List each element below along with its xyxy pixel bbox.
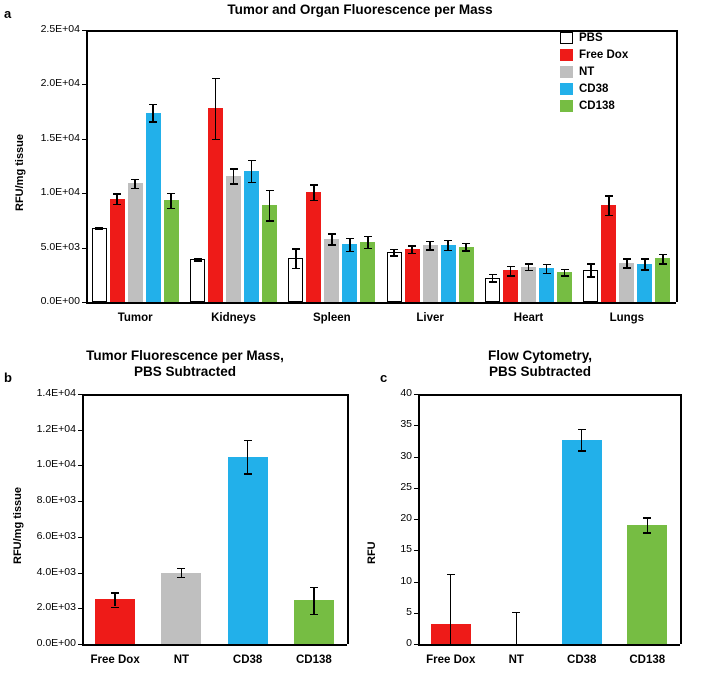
error-bar-cap xyxy=(447,574,455,575)
bar xyxy=(360,242,375,302)
error-bar-cap xyxy=(113,193,121,194)
y-axis xyxy=(418,394,420,644)
error-bar-cap xyxy=(643,517,651,518)
bar xyxy=(619,263,634,302)
y-tick-label: 5.0E+03 xyxy=(40,240,80,253)
panel-a-title: Tumor and Organ Fluorescence per Mass xyxy=(227,2,493,17)
x-tick-label: Free Dox xyxy=(426,654,476,666)
legend-item xyxy=(560,32,628,44)
legend-label: CD38 xyxy=(579,83,609,95)
y-tick-mark xyxy=(78,644,82,645)
y-tick-label: 15 xyxy=(400,543,412,556)
axis-right-spine xyxy=(680,394,682,644)
legend-swatch xyxy=(560,66,573,78)
y-axis-label: RFU/mg tissue xyxy=(14,133,26,211)
y-tick-label: 30 xyxy=(400,449,412,462)
y-tick-label: 25 xyxy=(400,480,412,493)
error-bar-cap xyxy=(364,236,372,237)
error-bar-cap xyxy=(561,269,569,270)
y-tick-mark xyxy=(414,550,418,551)
y-tick-mark xyxy=(414,644,418,645)
error-bar-cap xyxy=(266,190,274,191)
y-tick-mark xyxy=(82,302,86,303)
x-axis xyxy=(418,644,680,646)
x-tick-label: NT xyxy=(173,654,190,666)
error-bar-cap xyxy=(525,270,533,271)
error-bar-cap xyxy=(177,577,185,578)
panel-c-title-line1: Flow Cytometry, xyxy=(487,348,592,363)
axis-right-spine xyxy=(347,394,349,644)
y-tick-mark xyxy=(78,537,82,538)
bar xyxy=(441,245,456,302)
panel-a-chart xyxy=(0,18,708,328)
bar xyxy=(164,200,179,302)
panel-b-letter: b xyxy=(4,370,12,385)
y-tick-label: 1.2E+04 xyxy=(36,422,76,435)
y-tick-mark xyxy=(78,573,82,574)
y-tick-mark xyxy=(82,139,86,140)
y-tick-label: 0.0E+00 xyxy=(36,637,76,649)
error-bar xyxy=(447,240,448,250)
y-tick-mark xyxy=(414,613,418,614)
error-bar-cap xyxy=(426,249,434,250)
y-tick-label: 40 xyxy=(400,387,412,399)
y-tick-mark xyxy=(82,248,86,249)
y-tick-mark xyxy=(78,608,82,609)
error-bar-cap xyxy=(489,281,497,282)
error-bar xyxy=(581,429,582,450)
error-bar-cap xyxy=(292,268,300,269)
bar xyxy=(92,228,107,302)
y-tick-mark xyxy=(414,488,418,489)
error-bar-cap xyxy=(543,273,551,274)
bar xyxy=(226,176,241,302)
y-tick-label: 35 xyxy=(400,418,412,431)
error-bar-cap xyxy=(244,473,252,474)
y-tick-mark xyxy=(414,582,418,583)
x-tick-label: CD138 xyxy=(295,654,332,666)
x-tick-label: NT xyxy=(508,654,524,666)
x-tick-label: Liver xyxy=(416,312,444,324)
y-tick-label: 0.0E+00 xyxy=(40,295,80,307)
error-bar-cap xyxy=(244,440,252,441)
y-tick-label: 2.5E+04 xyxy=(40,23,80,35)
axis-top-spine xyxy=(82,394,347,396)
bar xyxy=(244,171,259,302)
error-bar xyxy=(233,168,234,183)
error-bar-cap xyxy=(605,215,613,216)
error-bar xyxy=(114,592,115,606)
error-bar-cap xyxy=(212,78,220,79)
error-bar-cap xyxy=(462,243,470,244)
x-tick-label: Spleen xyxy=(312,312,351,324)
error-bar-cap xyxy=(462,250,470,251)
bar xyxy=(306,192,321,302)
bar xyxy=(627,525,667,644)
error-bar-cap xyxy=(131,188,139,189)
y-tick-mark xyxy=(78,501,82,502)
x-tick-label: CD138 xyxy=(629,654,666,666)
error-bar xyxy=(608,195,609,215)
error-bar-cap xyxy=(426,241,434,242)
legend-label: CD138 xyxy=(579,100,615,112)
y-tick-mark xyxy=(414,425,418,426)
error-bar xyxy=(367,236,368,248)
error-bar-cap xyxy=(292,248,300,249)
error-bar-cap xyxy=(95,227,103,228)
error-bar-cap xyxy=(194,260,202,261)
error-bar-cap xyxy=(489,274,497,275)
error-bar-cap xyxy=(659,263,667,264)
legend-item xyxy=(560,83,628,95)
error-bar xyxy=(170,193,171,208)
error-bar xyxy=(313,587,314,614)
error-bar-cap xyxy=(167,193,175,194)
error-bar-cap xyxy=(643,532,651,533)
y-tick-label: 2.0E+04 xyxy=(40,77,80,90)
legend-label: NT xyxy=(579,66,595,78)
error-bar-cap xyxy=(328,233,336,234)
x-axis xyxy=(86,302,676,304)
y-tick-mark xyxy=(82,193,86,194)
error-bar-cap xyxy=(111,607,119,608)
error-bar-cap xyxy=(230,168,238,169)
x-tick-label: Free Dox xyxy=(90,654,140,666)
y-tick-mark xyxy=(414,394,418,395)
x-tick-label: CD38 xyxy=(232,654,263,666)
bar xyxy=(190,259,205,302)
error-bar-cap xyxy=(248,160,256,161)
error-bar xyxy=(349,238,350,251)
error-bar xyxy=(662,254,663,264)
axis-top-spine xyxy=(418,394,680,396)
error-bar-cap xyxy=(113,204,121,205)
bar xyxy=(601,205,616,302)
y-tick-label: 10 xyxy=(400,574,412,587)
y-axis-label: RFU xyxy=(366,541,378,564)
y-tick-label: 1.0E+04 xyxy=(40,186,80,199)
error-bar-cap xyxy=(194,258,202,259)
bar xyxy=(562,440,602,644)
error-bar-cap xyxy=(95,229,103,230)
y-tick-label: 1.5E+04 xyxy=(40,131,80,144)
error-bar xyxy=(590,263,591,276)
error-bar-cap xyxy=(444,250,452,251)
bar xyxy=(146,113,161,302)
error-bar-cap xyxy=(131,179,139,180)
error-bar-cap xyxy=(578,450,586,451)
bar xyxy=(128,183,143,302)
x-tick-label: Heart xyxy=(513,312,544,324)
error-bar-cap xyxy=(659,254,667,255)
error-bar xyxy=(644,258,645,269)
panel-c-title-line2: PBS Subtracted xyxy=(488,364,592,379)
error-bar-cap xyxy=(390,255,398,256)
y-tick-mark xyxy=(78,394,82,395)
legend-item xyxy=(560,100,628,112)
error-bar-cap xyxy=(543,264,551,265)
legend xyxy=(560,32,628,117)
legend-label: PBS xyxy=(579,32,603,44)
error-bar-cap xyxy=(587,263,595,264)
error-bar-cap xyxy=(310,200,318,201)
y-tick-label: 6.0E+03 xyxy=(36,529,76,542)
error-bar xyxy=(295,248,296,268)
y-axis xyxy=(86,30,88,302)
error-bar xyxy=(251,160,252,182)
y-axis-label: RFU/mg tissue xyxy=(12,486,24,564)
y-tick-label: 4.0E+03 xyxy=(36,565,76,578)
legend-item xyxy=(560,66,628,78)
error-bar xyxy=(116,193,117,204)
legend-swatch xyxy=(560,83,573,95)
y-tick-mark xyxy=(82,30,86,31)
bar xyxy=(324,239,339,302)
y-tick-mark xyxy=(82,84,86,85)
error-bar xyxy=(313,184,314,199)
error-bar-cap xyxy=(507,266,515,267)
error-bar-cap xyxy=(605,195,613,196)
bar xyxy=(342,244,357,302)
y-tick-mark xyxy=(414,519,418,520)
error-bar-cap xyxy=(212,139,220,140)
panel-c-letter: c xyxy=(380,370,388,385)
bar xyxy=(521,267,536,302)
bar xyxy=(655,258,670,302)
error-bar-cap xyxy=(364,248,372,249)
y-tick-mark xyxy=(78,465,82,466)
error-bar-cap xyxy=(641,258,649,259)
error-bar xyxy=(450,574,451,644)
legend-swatch xyxy=(560,100,573,112)
error-bar-cap xyxy=(623,267,631,268)
error-bar xyxy=(215,78,216,139)
error-bar-cap xyxy=(230,183,238,184)
bar xyxy=(110,199,125,302)
panel-c-chart xyxy=(360,380,708,680)
error-bar-cap xyxy=(167,208,175,209)
panel-b-title-line2: PBS Subtracted xyxy=(133,364,237,379)
error-bar-cap xyxy=(177,568,185,569)
error-bar-cap xyxy=(507,275,515,276)
error-bar-cap xyxy=(248,182,256,183)
error-bar-cap xyxy=(512,612,520,613)
y-tick-label: 1.4E+04 xyxy=(36,387,76,399)
error-bar-cap xyxy=(111,592,119,593)
error-bar-cap xyxy=(578,429,586,430)
y-tick-label: 1.0E+04 xyxy=(36,458,76,471)
legend-item xyxy=(560,49,628,61)
y-tick-mark xyxy=(414,457,418,458)
y-tick-label: 2.0E+03 xyxy=(36,601,76,614)
error-bar xyxy=(331,233,332,244)
error-bar xyxy=(152,104,153,121)
panel-b-chart xyxy=(0,380,360,680)
error-bar-cap xyxy=(623,258,631,259)
error-bar-cap xyxy=(408,245,416,246)
error-bar-cap xyxy=(444,240,452,241)
error-bar-cap xyxy=(525,263,533,264)
y-tick-mark xyxy=(78,430,82,431)
bar xyxy=(405,249,420,302)
bar xyxy=(387,252,402,302)
y-tick-label: 5 xyxy=(406,605,412,618)
error-bar-cap xyxy=(310,614,318,615)
legend-swatch xyxy=(560,32,573,44)
error-bar-cap xyxy=(346,251,354,252)
error-bar-cap xyxy=(149,121,157,122)
y-tick-label: 20 xyxy=(400,512,412,524)
x-tick-label: Tumor xyxy=(117,312,153,324)
bar xyxy=(161,573,201,644)
error-bar-cap xyxy=(310,184,318,185)
x-tick-label: Kidneys xyxy=(211,312,256,324)
error-bar-cap xyxy=(346,238,354,239)
error-bar-cap xyxy=(408,253,416,254)
bar xyxy=(228,457,268,645)
legend-swatch xyxy=(560,49,573,61)
panel-b-title-line1: Tumor Fluorescence per Mass, xyxy=(86,348,284,363)
y-axis xyxy=(82,394,84,644)
x-tick-label: Lungs xyxy=(609,312,645,324)
x-tick-label: CD38 xyxy=(567,654,597,666)
error-bar-cap xyxy=(587,276,595,277)
error-bar xyxy=(516,612,517,645)
error-bar-cap xyxy=(641,269,649,270)
error-bar-cap xyxy=(390,249,398,250)
error-bar xyxy=(247,440,248,474)
error-bar xyxy=(510,266,511,276)
panel-a-letter: a xyxy=(4,6,12,21)
legend-label: Free Dox xyxy=(579,49,629,61)
error-bar-cap xyxy=(149,104,157,105)
error-bar-cap xyxy=(310,587,318,588)
x-axis xyxy=(82,644,347,646)
axis-right-spine xyxy=(676,30,678,302)
error-bar-cap xyxy=(561,275,569,276)
error-bar-cap xyxy=(328,244,336,245)
error-bar xyxy=(647,517,648,532)
y-tick-label: 0 xyxy=(406,637,412,649)
error-bar xyxy=(269,190,270,220)
error-bar-cap xyxy=(266,220,274,221)
bar xyxy=(459,247,474,302)
bar xyxy=(423,245,438,302)
y-tick-label: 8.0E+03 xyxy=(36,494,76,507)
